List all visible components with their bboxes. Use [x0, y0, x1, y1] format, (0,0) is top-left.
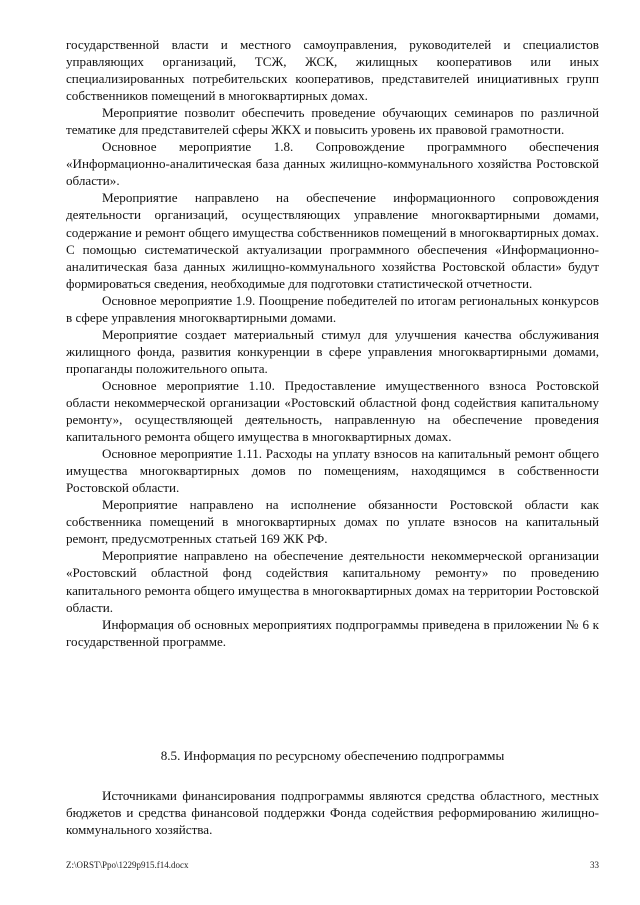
final-paragraph: Источниками финансирования подпрограммы являются средства областного, местных бюджетов и средства финансовой поддержки Фонда содействия реформированию жилищно-коммунального хозяйства.: [66, 788, 599, 838]
paragraph: Информация об основных мероприятиях подпрограммы приведена в приложении № 6 к государственной программе.: [66, 616, 599, 649]
document-body: [66, 36, 599, 650]
paragraph: Основное мероприятие 1.10. Предоставление имущественного взноса Ростовской области некоммерческой организации «Ростовский областной фонд содействия капитальному ремонту», осуществляющей деятельность, направленную на обеспечение проведения капитального ремонта общего имущества в многоквартирных домах.: [66, 377, 599, 445]
section-heading: 8.5. Информация по ресурсному обеспечению подпрограммы: [160, 748, 505, 763]
paragraph: Мероприятие направлено на обеспечение деятельности некоммерческой организации «Ростовский областной фонд содействия капитальному ремонту» по проведению капитального ремонта общего имущества в многоквартирных домах на территории Ростовской области.: [66, 548, 599, 615]
paragraph: Мероприятие направлено на обеспечение информационного сопровождения деятельности организаций, осуществляющих управление многоквартирными домами, содержание и ремонт общего имущества собственников помещений в многоквартирных домах. С помощью систематической актуализации программного обеспечения «Информационно-аналитическая база данных жилищно-коммунального хозяйства Ростовской области» будут формироваться сведения, необходимые для подготовки статистической отчетности.: [66, 190, 600, 291]
paragraph: Основное мероприятие 1.9. Поощрение победителей по итогам региональных конкурсов в сфере управления многоквартирными домами.: [66, 292, 599, 325]
file-path: Z:\ORST\Ppo\1229p915.f14.docx: [66, 860, 189, 870]
paragraph: Основное мероприятие 1.8. Сопровождение программного обеспечения «Информационно-аналитическая база данных жилищно-коммунального хозяйства Ростовской области».: [66, 139, 599, 189]
paragraph: Мероприятие позволит обеспечить проведение обучающих семинаров по различной тематике для представителей сферы ЖКХ и повысить уровень их правовой грамотности.: [66, 105, 599, 138]
paragraph: Мероприятие создает материальный стимул для улучшения качества обслуживания жилищного фонда, развития конкуренции в сфере управления многоквартирными домами, пропаганды положительного опыта.: [66, 326, 599, 376]
final-section: [66, 787, 599, 838]
paragraph: государственной власти и местного самоуправления, руководителей и специалистов управляющих организаций, ТСЖ, ЖСК, жилищных кооперативов или иных специализированных потребительских кооперативов, представителей инициативных групп собственников помещений в многоквартирных домах.: [66, 37, 599, 104]
paragraph: Мероприятие направлено на исполнение обязанности Ростовской области как собственника помещений в многоквартирных домах по уплате взносов на капитальный ремонт, предусмотренных статьей 169 ЖК РФ.: [66, 497, 599, 547]
paragraph: Основное мероприятие 1.11. Расходы на уплату взносов на капитальный ремонт общего имущества многоквартирных домов по помещениям, находящимся в собственности Ростовской области.: [66, 446, 599, 496]
page-number: 33: [590, 860, 599, 870]
